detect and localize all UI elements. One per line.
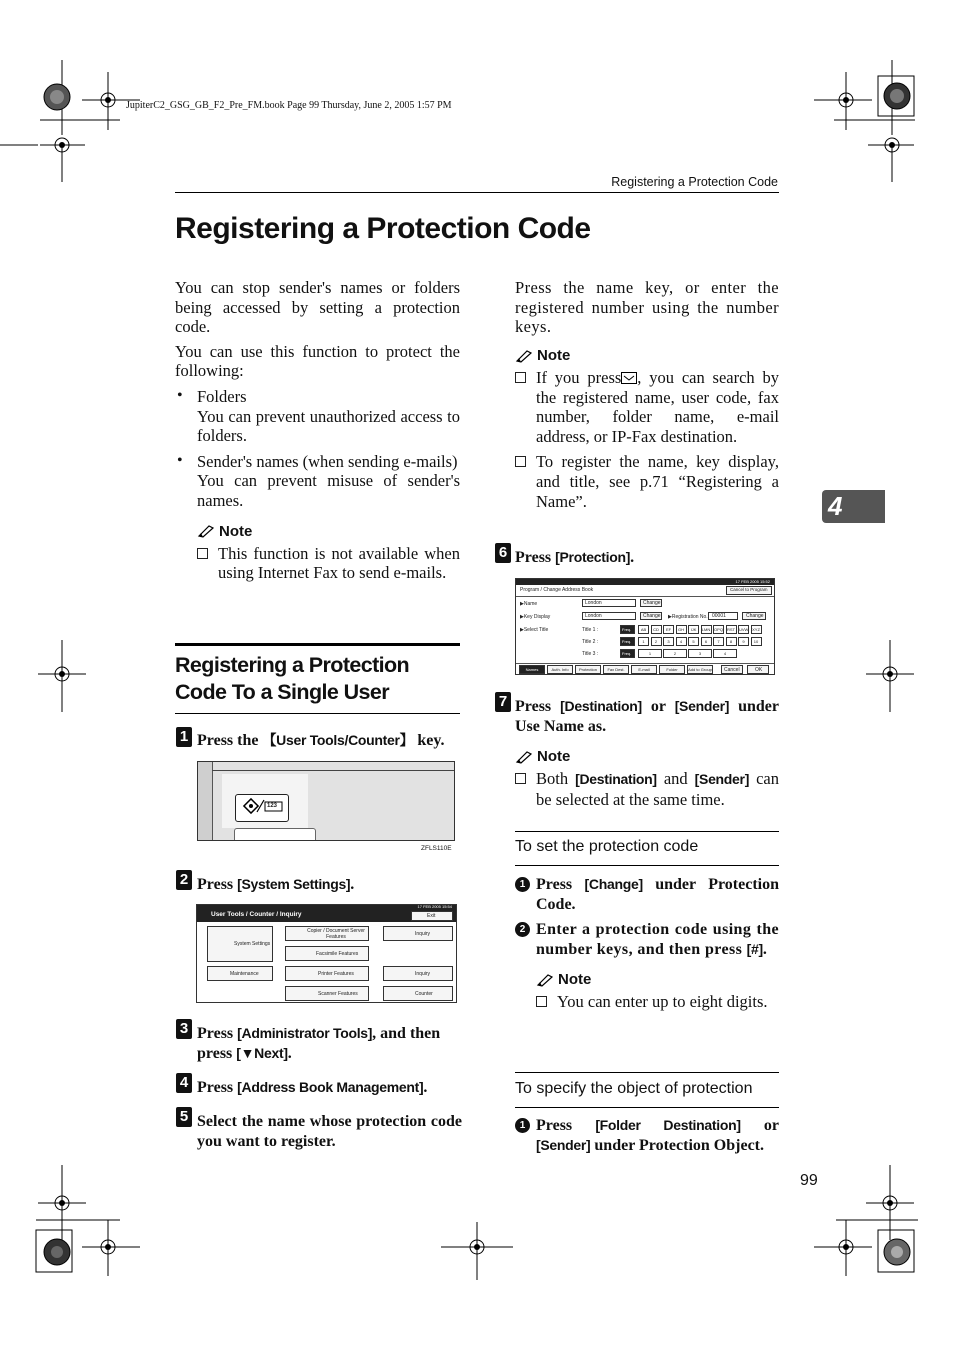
step-3-badge: 3	[176, 1019, 192, 1039]
screen-header: User Tools / Counter / Inquiry	[211, 911, 302, 918]
step-2-text: Press [System Settings].	[197, 876, 355, 893]
running-head: Registering a Protection Code	[611, 175, 778, 189]
file-header: JupiterC2_GSG_GB_F2_Pre_FM.book Page 99 Thursday, June 2, 2005 1:57 PM	[126, 100, 452, 111]
key-label: [Administrator Tools]	[237, 1025, 373, 1041]
bullet-head: Sender's names (when sending e-mails)	[197, 451, 458, 471]
tab-folder[interactable]: Folder	[659, 665, 685, 674]
pencil-icon	[515, 750, 533, 764]
page-title: Registering a Protection Code	[175, 212, 591, 245]
substep-list	[515, 1116, 779, 1155]
title-key[interactable]: EF	[663, 625, 674, 634]
search-key-icon	[621, 372, 637, 384]
figure-address-book-screen: 17 FEB 2005 15:52 Program / Change Address Book Cancel to Program ▶Name London Change ▶Key Display London Change ▶Registration No. 00001 Change ▶Select Title Title 1 : Title 2 : Title 3 : Freq. AB CD EF GH IJK LMN OPQ RST UVW XYZ Freq. 1 2 3 4 5 6 7 8 9 10 Freq. 1 2 3 4 Names Auth. Info Protection Fax Dest. E-mail Folder Add to Group Cancel OK	[515, 578, 775, 675]
title-key[interactable]: UVW	[739, 627, 749, 632]
subsection-rule	[515, 831, 779, 832]
key-label: [Protection]	[555, 549, 631, 565]
title-key[interactable]: GH	[676, 625, 687, 634]
title-key[interactable]: 4	[676, 637, 687, 646]
key-label: 【User Tools/Counter】	[262, 732, 414, 748]
step-7-text: Press [Destination] or [Sender] under Use Name as.	[515, 698, 779, 735]
tab-fax-dest-[interactable]: Fax Dest.	[603, 665, 629, 674]
note-label: Note	[219, 522, 253, 540]
title-key[interactable]: XYZ	[752, 627, 760, 632]
bullet-head: Folders	[197, 386, 247, 406]
user-tools-icon	[236, 795, 286, 819]
step-4-text: Press [Address Book Management].	[197, 1079, 428, 1096]
checkbox-bullet-icon	[515, 456, 526, 467]
pencil-icon	[515, 349, 533, 363]
cancel-button[interactable]: Cancel	[721, 665, 743, 674]
system-settings-button[interactable]: System Settings	[207, 926, 273, 962]
section-rule-top	[175, 643, 460, 646]
step-6-text: Press [Protection].	[515, 549, 635, 566]
freq-key[interactable]: Freq.	[620, 649, 635, 658]
note-block-2	[515, 748, 779, 809]
step-5-badge: 5	[176, 1107, 192, 1127]
title-key[interactable]: 3	[688, 649, 712, 658]
title-key[interactable]: LMN	[701, 627, 711, 632]
list-item: 1 Press [Change] under Protection Code.	[515, 875, 779, 914]
list-item: 2 Enter a protection code using the number keys, and then press [#].	[515, 920, 779, 959]
note-item	[197, 544, 460, 583]
scanner-features-button[interactable]: Scanner Features	[285, 986, 369, 1001]
pencil-icon	[197, 524, 215, 538]
subsection-rule	[515, 1107, 779, 1108]
list-item: 1 Press [Folder Destination] or [Sender] under Protection Object.	[515, 1116, 779, 1155]
substep-list	[515, 875, 779, 1012]
step-2-badge: 2	[176, 870, 192, 890]
figure-user-tools-screen: 17 FEB 2005 15:54 User Tools / Counter / Inquiry Exit System Settings Copier / Document Server Features Inquiry Facsimile Features Maintenance Printer Features Inquiry Scanner Features Counter	[196, 904, 457, 1003]
bullet-body: You can prevent misuse of sender's names.	[197, 471, 460, 510]
freq-key[interactable]: Freq.	[620, 637, 635, 646]
key-label: [Sender]	[674, 698, 730, 714]
intro-paragraph-2: You can use this function to protect the following:	[175, 341, 460, 381]
note-text: This function is not available when using Internet Fax to send e-mails.	[218, 543, 460, 583]
subsection-title: To specify the object of protection	[515, 1080, 753, 1097]
left-column	[175, 278, 460, 583]
inquiry-button[interactable]: Inquiry	[383, 966, 453, 981]
tab-protection[interactable]: Protection	[575, 665, 601, 674]
bullet-body: You can prevent unauthorized access to folders.	[197, 406, 460, 446]
tab-e-mail[interactable]: E-mail	[631, 665, 657, 674]
right-intro: Press the name key, or enter the registered number using the number keys.	[515, 278, 779, 337]
screen-header: Program / Change Address Book	[520, 587, 594, 593]
chapter-tab	[822, 490, 885, 523]
list-item: • Folders You can prevent unauthorized access to folders.	[177, 386, 460, 446]
title-key[interactable]: 6	[701, 637, 712, 646]
ok-button[interactable]: OK	[747, 665, 769, 674]
tab-add-to-group[interactable]: Add to Group	[688, 667, 712, 672]
subsection-rule	[515, 865, 779, 866]
note-label: Note	[537, 748, 571, 765]
step-1-badge: 1	[176, 727, 192, 747]
checkbox-bullet-icon	[197, 548, 208, 559]
maintenance-button[interactable]: Maintenance	[207, 966, 273, 981]
title-key[interactable]: 5	[688, 637, 699, 646]
figure-code: ZFLS110E	[421, 845, 452, 852]
title-key[interactable]: 3	[663, 637, 674, 646]
name-change-button[interactable]: Change	[640, 599, 662, 607]
note-block	[175, 523, 460, 583]
title-key[interactable]: 9	[738, 637, 749, 646]
title-key[interactable]: 2	[663, 649, 687, 658]
step-5-text: Select the name whose protection code you want to register.	[197, 1113, 462, 1150]
chapter-number: 4	[828, 491, 843, 521]
note-item: Both [Destination] and [Sender] can be selected at the same time.	[515, 769, 779, 809]
pencil-icon	[536, 973, 554, 987]
inquiry-button-top[interactable]: Inquiry	[383, 926, 453, 941]
key-display-change-button[interactable]: Change	[640, 612, 662, 620]
step-1-text: Press the 【User Tools/Counter】 key.	[197, 732, 445, 749]
step-3-text: Press [Administrator Tools], and then press [▼Next].	[197, 1025, 441, 1062]
checkbox-bullet-icon	[515, 773, 526, 784]
note-label: Note	[558, 971, 592, 989]
counter-button[interactable]: Counter	[383, 986, 453, 1001]
subsection-title: To set the protection code	[515, 838, 699, 855]
user-tools-key	[235, 794, 289, 822]
title-key[interactable]: 8	[726, 637, 737, 646]
checkbox-bullet-icon	[515, 372, 526, 383]
bullet-list	[175, 387, 460, 511]
key-label: [▼Next]	[236, 1044, 288, 1061]
page-number: 99	[800, 1172, 818, 1189]
key-label: [Destination]	[560, 698, 642, 714]
note-item: You can enter up to eight digits.	[536, 992, 779, 1012]
note-item: If you press , you can search by the registered name, user code, fax number, folder name, e-mail address, or IP-Fax destination.	[515, 368, 779, 446]
title-key[interactable]: OPQ	[714, 627, 723, 632]
title-key[interactable]: CD	[651, 625, 662, 634]
title-key[interactable]: 10	[751, 637, 762, 646]
title-key[interactable]: 7	[713, 637, 724, 646]
title-key[interactable]: 4	[713, 649, 737, 658]
printer-features-button[interactable]: Printer Features	[285, 966, 369, 981]
tab-names[interactable]: Names	[519, 665, 545, 674]
title-key[interactable]: 1	[638, 637, 649, 646]
subsection-rule	[515, 1072, 779, 1073]
section-rule-bottom	[175, 713, 460, 714]
key-label: [System Settings]	[237, 876, 351, 892]
facsimile-features-button[interactable]: Facsimile Features	[285, 946, 369, 961]
copier-features-button[interactable]: Copier / Document Server Features	[285, 926, 369, 941]
note-item: To register the name, key display, and title, see p.71 “Registering a Name”.	[515, 452, 779, 511]
cancel-to-program-button[interactable]: Cancel to Program	[726, 586, 772, 595]
note-block-3	[515, 971, 779, 1012]
step-6-badge: 6	[495, 543, 511, 563]
key-caption: 123	[267, 803, 278, 809]
title-key[interactable]: AB	[638, 625, 649, 634]
freq-key[interactable]: Freq.	[620, 625, 635, 634]
right-note-block	[515, 347, 779, 511]
note-label: Note	[537, 347, 571, 364]
title-key[interactable]: IJK	[688, 625, 699, 634]
title-key[interactable]: 2	[651, 637, 662, 646]
section-title: Registering a Protection Code To a Single User	[175, 653, 410, 704]
list-item: • Sender's names (when sending e-mails) You can prevent misuse of sender's names.	[177, 451, 460, 510]
title-key[interactable]: 1	[638, 649, 662, 658]
step-4-badge: 4	[176, 1073, 192, 1093]
figure-user-tools-key	[197, 761, 455, 841]
intro-paragraph-1: You can stop sender's names or folders being accessed by setting a protection code.	[175, 278, 460, 337]
exit-button[interactable]: Exit	[411, 911, 453, 921]
key-label: [Address Book Management]	[237, 1079, 424, 1095]
tab-auth-info[interactable]: Auth. Info	[547, 665, 573, 674]
step-7-badge: 7	[495, 692, 511, 712]
header-rule	[175, 192, 779, 193]
title-key[interactable]: RST	[727, 627, 735, 632]
checkbox-bullet-icon	[536, 996, 547, 1007]
reg-no-change-button[interactable]: Change	[742, 612, 766, 620]
